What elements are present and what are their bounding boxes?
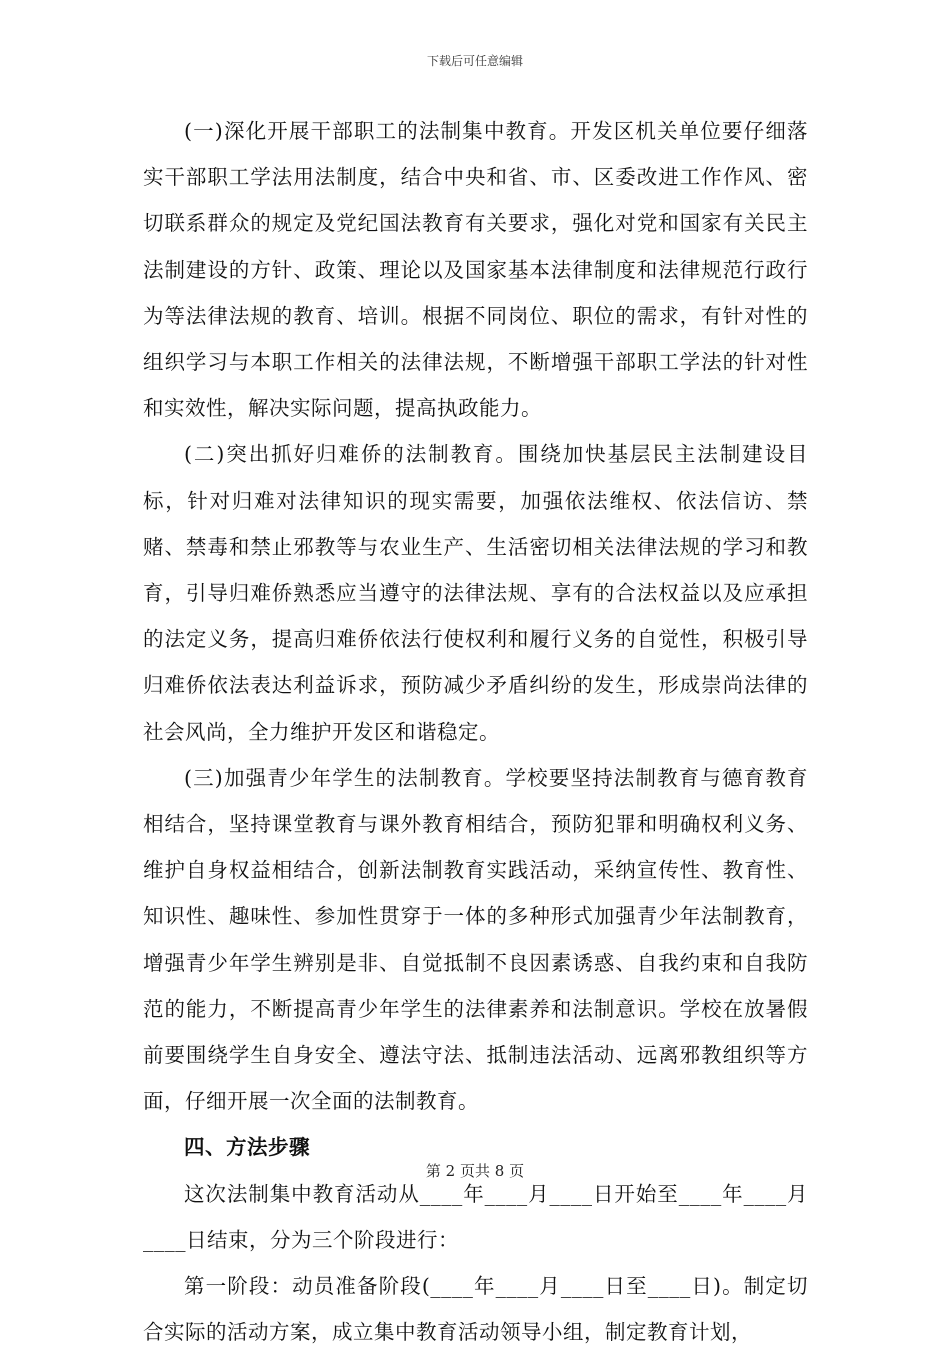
- paragraph-phase-one: 第一阶段：动员准备阶段(____年____月____日至____日)。制定切合实际的活动方案，成立集中教育活动领导小组，制定教育计划，: [143, 1274, 808, 1345]
- paragraph-youth-students: (三)加强青少年学生的法制教育。学校要坚持法制教育与德育教育相结合，坚持课堂教育与课外教育相结合，预防犯罪和明确权利义务、维护自身权益相结合，创新法制教育实践活动，采纳宣传性、教育性、知识性、趣味性、参加性贯穿于一体的多种形式加强青少年法制教育，增强青少年学生辨别是非、自觉抵制不良因素诱惑、自我约束和自我防范的能力，不断提高青少年学生的法律素养和法制意识。学校在放暑假前要围绕学生自身安全、遵法守法、抵制违法活动、远离邪教组织等方面，仔细开展一次全面的法制教育。: [143, 765, 808, 1114]
- paragraph-returned-overseas-chinese: (二)突出抓好归难侨的法制教育。围绕加快基层民主法制建设目标，针对归难对法律知识的现实需要，加强依法维权、依法信访、禁赌、禁毒和禁止邪教等与农业生产、生活密切相关法律法规的学习和教育，引导归难侨熟悉应当遵守的法律法规、享有的合法权益以及应承担的法定义务，提高归难侨依法行使权利和履行义务的自觉性，积极引导归难侨依法表达利益诉求，预防减少矛盾纠纷的发生，形成崇尚法律的社会风尚，全力维护开发区和谐稳定。: [143, 442, 808, 744]
- paragraph-schedule: 这次法制集中教育活动从____年____月____日开始至____年____月____日结束，分为三个阶段进行：: [143, 1181, 808, 1252]
- paragraph-cadre-education: (一)深化开展干部职工的法制集中教育。开发区机关单位要仔细落实干部职工学法用法制度，结合中央和省、市、区委改进工作作风、密切联系群众的规定及党纪国法教育有关要求，强化对党和国家有关民主法制建设的方针、政策、理论以及国家基本法律制度和法律规范行政行为等法律法规的教育、培训。根据不同岗位、职位的需求，有针对性的组织学习与本职工作相关的法律法规，不断增强干部职工学法的针对性和实效性，解决实际问题，提高执政能力。: [143, 119, 808, 421]
- page-header: 下载后可任意编辑: [426, 54, 523, 68]
- section-heading-methods: 四、方法步骤: [184, 1135, 310, 1160]
- page-number: 第 2 页共 8 页: [425, 1162, 525, 1180]
